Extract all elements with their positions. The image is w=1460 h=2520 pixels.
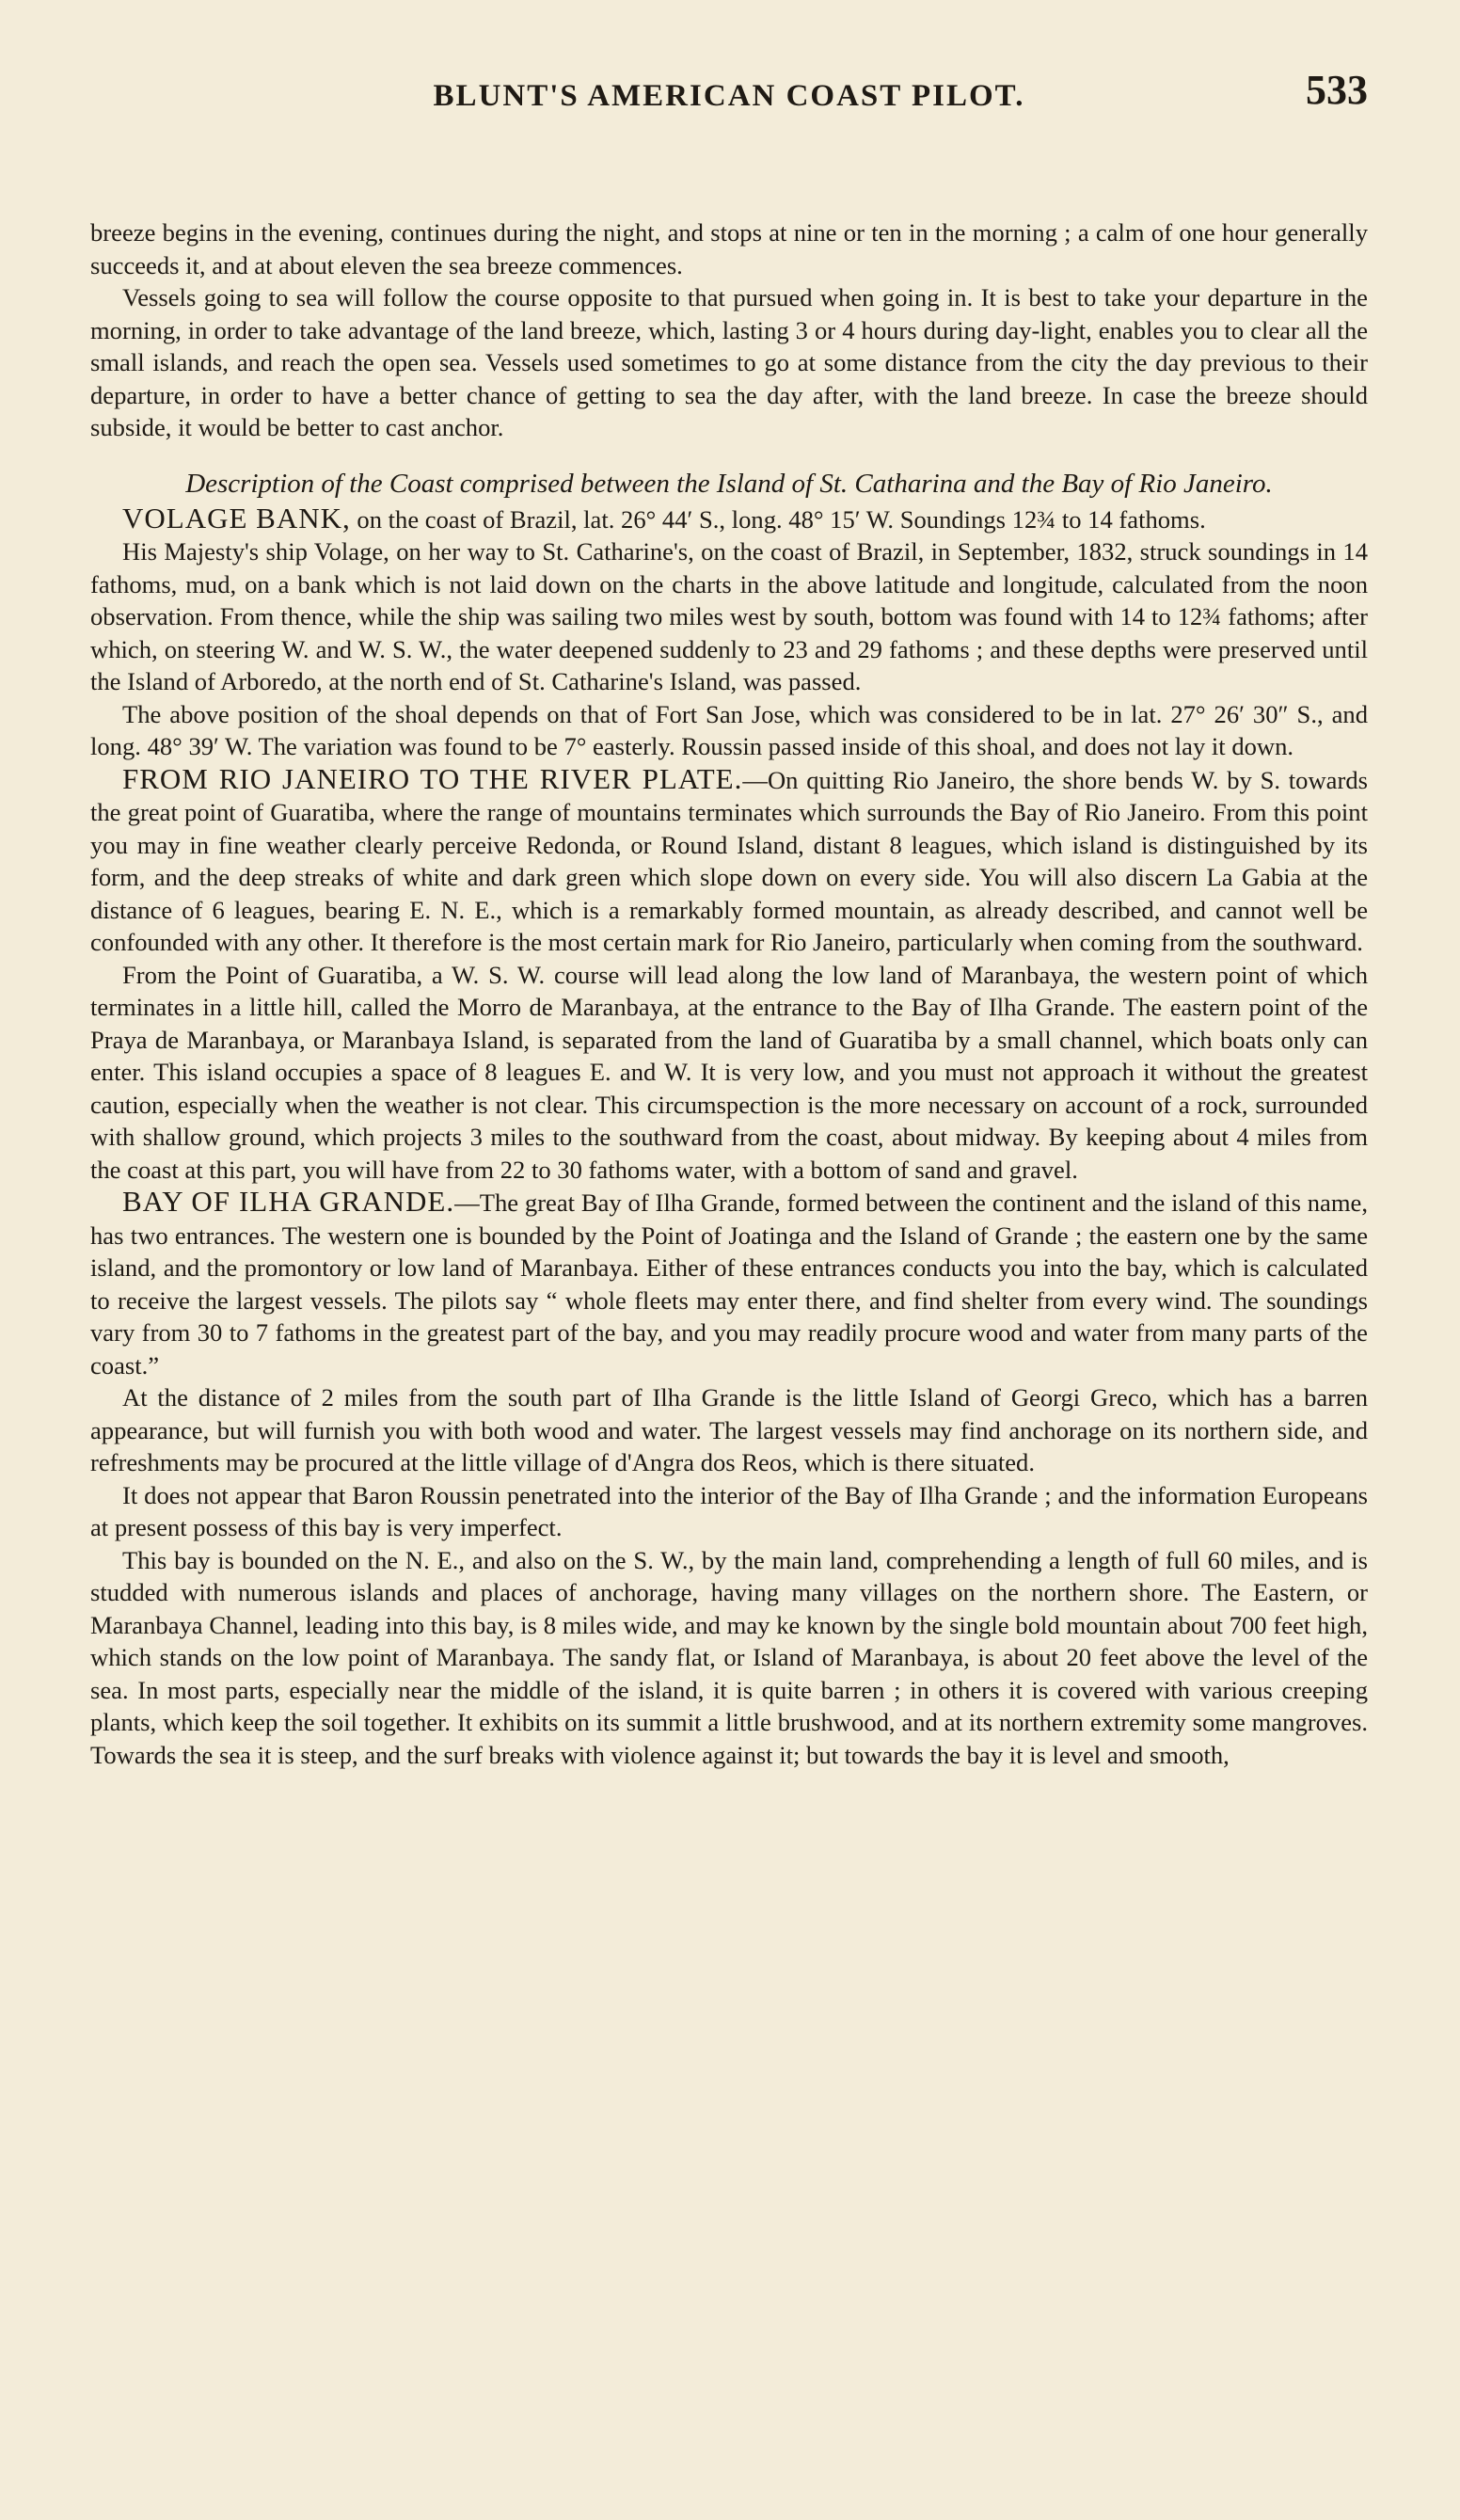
paragraph-text: At the distance of 2 miles from the south part of Ilha Grande is the little Island of Georgi Greco, which has a barren appearance, but will furnish you with both wood and water. The largest vessels may find anchorage on its northern side, and refreshments may be procured at the little village of d'Angra dos Reos, which is there situated.: [90, 1383, 1368, 1476]
paragraph-text: The above position of the shoal depends on that of Fort San Jose, which was considered to be in lat. 27° 26′ 30″ S., and long. 48° 39′ W. The variation was found to be 7° easterly. Roussin passed inside of this shoal, and does not lay it down.: [90, 699, 1368, 760]
paragraph-text: From the Point of Guaratiba, a W. S. W. course will lead along the low land of Maranbaya, the western point of which terminates in a little hill, called the Morro de Maranbaya, at the entrance to the Bay of Ilha Grande. The eastern point of the Praya de Maranbaya, or Maranbaya Island, is separated from the land of Guaratiba by a small channel, which boats only can enter. This island occupies a space of 8 leagues E. and W. It is very low, and you must not approach it without the greatest caution, especially when the weather is not clear. This circumspection is the more necessary on account of a rock, surrounded with shallow ground, which projects 3 miles to the southward from the coast, about midway. By keeping about 4 miles from the coast at this part, you will have from 22 to 30 fathoms water, with a bottom of sand and gravel.: [90, 960, 1368, 1184]
paragraph: [90, 502, 1368, 536]
paragraph: [90, 698, 1368, 763]
paragraph: [90, 959, 1368, 1187]
paragraph-text: breeze begins in the evening, continues during the night, and stops at nine or ten in the morning ; a calm of one hour generally succeeds it, and at about eleven the sea breeze commences.: [90, 218, 1368, 279]
paragraph-text: —The great Bay of Ilha Grande, formed between the continent and the island of this name, has two entrances. The western one is bounded by the Point of Joatinga and the Island of Grande ; the eastern one by the same island, and the promontory or low land of Maranbaya. Either of these entrances conducts you into the bay, which is calculated to receive the largest vessels. The pilots say “ whole fleets may enter there, and find shelter from every wind. The soundings vary from 30 to 7 fathoms in the greatest part of the bay, and you may readily procure wood and water from many parts of the coast.”: [90, 1188, 1368, 1380]
running-head: [90, 66, 1368, 132]
paragraph-text: Vessels going to sea will follow the course opposite to that pursued when going in. It is best to take your departure in the morning, in order to take advantage of the land breeze, which, lasting 3 or 4 hours during day-light, enables you to clear all the small islands, and reach the open sea. Vessels used sometimes to go at some distance from the city the day previous to their departure, in order to have a better chance of getting to sea the day after, with the land breeze. In case the breeze should subside, it would be better to cast anchor.: [90, 283, 1368, 441]
paragraph-text: —On quitting Rio Janeiro, the shore bends W. by S. towards the great point of Guaratiba, where the range of mountains terminates which surrounds the Bay of Rio Janeiro. From this point you may in fine weather clearly perceive Redonda, or Round Island, distant 8 leagues, which island is distinguished by its form, and the deep streaks of white and dark green which slope down on every side. You will also discern La Gabia at the distance of 6 leagues, bearing E. N. E., which is a remarkably formed mountain, as already described, and cannot well be confounded with any other. It therefore is the most certain mark for Rio Janeiro, particularly when coming from the southward.: [90, 765, 1368, 956]
paragraph: [90, 1479, 1368, 1544]
paragraph: [90, 216, 1368, 281]
book-page: [90, 66, 1368, 1771]
paragraph-text: on the coast of Brazil, lat. 26° 44′ S., long. 48° 15′ W. Soundings 12¾ to 14 fathoms.: [350, 504, 1206, 534]
paragraph: [90, 1186, 1368, 1381]
paragraph-lead: FROM RIO JANEIRO TO THE RIVER PLATE.: [122, 761, 743, 795]
body-text: [90, 216, 1368, 1771]
paragraph: [90, 763, 1368, 959]
paragraph-lead: VOLAGE BANK,: [122, 501, 351, 534]
paragraph-text: It does not appear that Baron Roussin penetrated into the interior of the Bay of Ilha Grande ; and the information Europeans at present possess of this bay is very imperfect.: [90, 1480, 1368, 1541]
page-number: 533: [1306, 67, 1368, 113]
paragraph: [90, 1381, 1368, 1479]
paragraph: [90, 1544, 1368, 1772]
paragraph-text: This bay is bounded on the N. E., and also on the S. W., by the main land, comprehending a length of full 60 miles, and is studded with numerous islands and places of anchorage, having many villages on the northern shore. The Eastern, or Maranbaya Channel, leading into this bay, is 8 miles wide, and may ke known by the single bold mountain about 700 feet high, which stands on the low point of Maranbaya. The sandy flat, or Island of Maranbaya, is about 20 feet above the level of the sea. In most parts, especially near the middle of the island, it is quite barren ; in others it is covered with various creeping plants, which keep the soil together. It exhibits on its summit a little brushwood, and at its northern extremity some mangroves. Towards the sea it is steep, and the surf breaks with violence against it; but towards the bay it is level and smooth,: [90, 1545, 1368, 1769]
running-title: BLUNT'S AMERICAN COAST PILOT.: [433, 79, 1025, 113]
paragraph: [90, 281, 1368, 444]
paragraph-text: His Majesty's ship Volage, on her way to St. Catharine's, on the coast of Brazil, in September, 1832, struck soundings in 14 fathoms, mud, on a bank which is not laid down on the charts in the above latitude and longitude, calculated from the noon observation. From thence, while the ship was sailing two miles west by south, bottom was found with 14 to 12¾ fathoms; after which, on steering W. and W. S. W., the water deepened suddenly to 23 and 29 fathoms ; and these depths were preserved until the Island of Arboredo, at the north end of St. Catharine's Island, was passed.: [90, 537, 1368, 695]
paragraph-lead: BAY OF ILHA GRANDE.: [122, 1185, 455, 1218]
paragraph: [90, 535, 1368, 698]
section-heading: Description of the Coast comprised between the Island of St. Catharina and the Bay of Rio Janeiro.: [185, 468, 1273, 499]
